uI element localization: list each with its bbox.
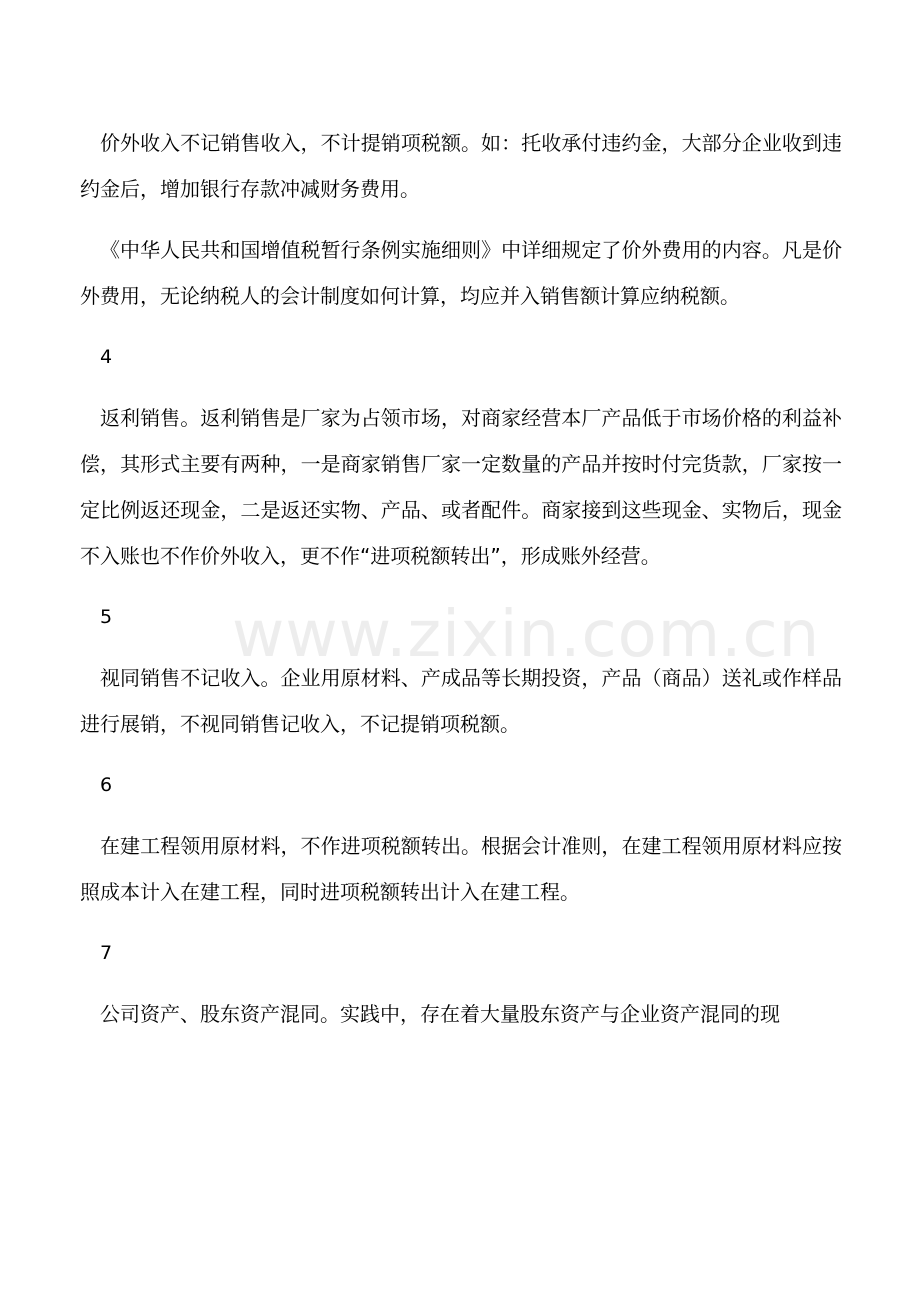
paragraph-rebate-sales: 返利销售。返利销售是厂家为占领市场，对商家经营本厂产品低于市场价格的利益补偿，其形式主要有两种，一是商家销售厂家一定数量的产品并按时付完货款，厂家按一定比例返还现金，二是返还实物、产品、或者配件。商家接到这些现金、实物后，现金不入账也不作价外收入，更不作“进项税额转出”，形成账外经营。 (80, 406, 842, 568)
document-body (80, 120, 842, 1052)
section-number-4: 4 (100, 346, 113, 368)
watermark: www.zixin.com.cn (232, 598, 821, 672)
section-number-5: 5 (100, 606, 113, 628)
paragraph-deemed-sales: 视同销售不记收入。企业用原材料、产成品等长期投资，产品（商品）送礼或作样品进行展销，不视同销售记收入，不记提销项税额。 (80, 666, 842, 736)
paragraph-construction-materials: 在建工程领用原材料，不作进项税额转出。根据会计准则，在建工程领用原材料应按照成本计入在建工程，同时进项税额转出计入在建工程。 (80, 834, 842, 904)
section-number-7: 7 (100, 942, 113, 964)
paragraph-implementation-rules: 《中华人民共和国增值税暂行条例实施细则》中详细规定了价外费用的内容。凡是价外费用，无论纳税人的会计制度如何计算，均应并入销售额计算应纳税额。 (80, 238, 842, 308)
paragraph-out-of-price-income: 价外收入不记销售收入，不计提销项税额。如：托收承付违约金，大部分企业收到违约金后，增加银行存款冲减财务费用。 (80, 131, 842, 201)
paragraph-asset-commingling: 公司资产、股东资产混同。实践中，存在着大量股东资产与企业资产混同的现 (100, 1002, 780, 1026)
section-number-6: 6 (100, 774, 113, 796)
